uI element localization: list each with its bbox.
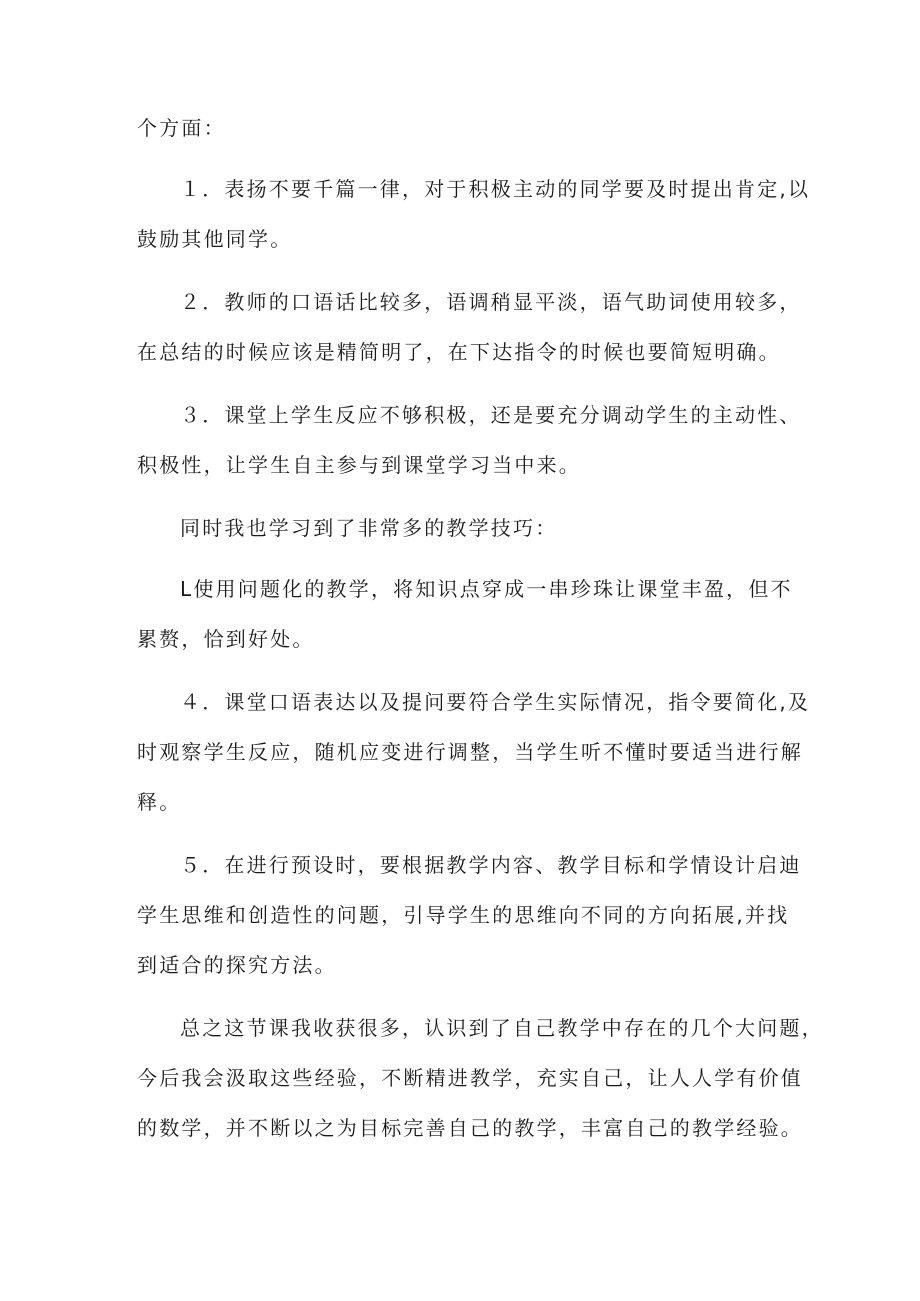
item-1-line-2: 鼓励其他同学。 bbox=[137, 227, 293, 251]
item-4-line-1: ４．课堂口语表达以及提问要符合学生实际情况，指令要简化,及 bbox=[180, 690, 811, 714]
item-4-line-3: 释。 bbox=[137, 790, 182, 814]
item-5-line-1: ５．在进行预设时，要根据教学内容、教学目标和学情设计启迪 bbox=[180, 853, 802, 877]
paragraph-intro-line-1: 个方面： bbox=[137, 116, 226, 140]
item-4-line-2: 时观察学生反应，随机应变进行调整，当学生听不懂时要适当进行解 bbox=[137, 740, 803, 764]
conclusion-line-2: 今后我会汲取这些经验，不断精进教学，充实自己，让人人学有价值 bbox=[137, 1066, 803, 1090]
item-5-line-3: 到适合的探究方法。 bbox=[137, 953, 337, 977]
item-2-line-1: ２．教师的口语话比较多，语调稍显平淡，语气助词使用较多， bbox=[180, 290, 802, 314]
techniques-heading: 同时我也学习到了非常多的教学技巧： bbox=[180, 516, 558, 540]
item-2-line-2: 在总结的时候应该是精简明了，在下达指令的时候也要简短明确。 bbox=[137, 340, 781, 364]
conclusion-line-1: 总之这节课我收获很多，认识到了自己教学中存在的几个大问题， bbox=[180, 1016, 824, 1040]
item-5-line-2: 学生思维和创造性的问题，引导学生的思维向不同的方向拓展,并找 bbox=[137, 903, 790, 927]
item-3-line-2: 积极性，让学生自主参与到课堂学习当中来。 bbox=[137, 453, 581, 477]
technique-1-line-2: 累赘，恰到好处。 bbox=[137, 627, 315, 651]
technique-1-line-1: L使用问题化的教学，将知识点穿成一串珍珠让课堂丰盈，但不 bbox=[180, 577, 793, 601]
item-3-line-1: ３．课堂上学生反应不够积极，还是要充分调动学生的主动性、 bbox=[180, 403, 802, 427]
conclusion-line-3: 的数学，并不断以之为目标完善自己的教学，丰富自己的教学经验。 bbox=[137, 1116, 803, 1140]
item-1-line-1: １．表扬不要千篇一律，对于积极主动的同学要及时提出肯定,以 bbox=[180, 177, 811, 201]
